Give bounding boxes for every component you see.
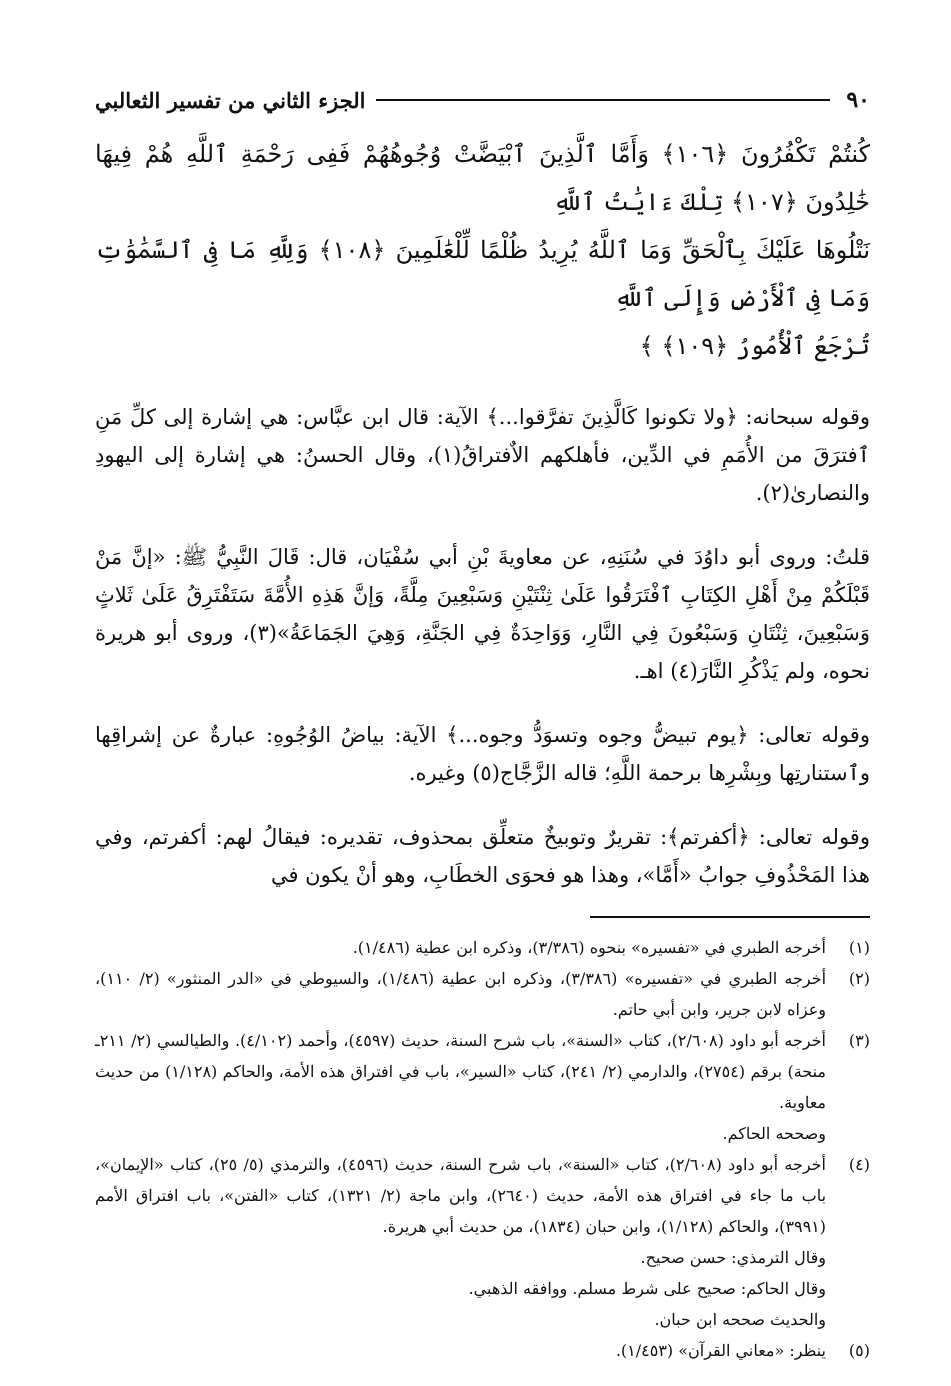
quran-line: تُرْجَعُ ٱلْأُمُورُ ﴿١٠٩﴾ ﴾ [639,332,870,360]
footnote-text: وقال الترمذي: حسن صحيح. [640,1248,826,1267]
paragraph: وقوله سبحانه: ﴿ولا تكونوا كَالَّذِينَ تفرَّقوا...﴾ الآية: قال ابن عبَّاس: هي إشارة إلى كلِّ مَنِ ٱفترَقَ من الأُمَمِ في الدِّين، فأهلكهم الاٌفتراقُ(١)، وقال الحسنُ: هي إشارة إلى اليهودِ والنصارىٰ(٢). [95,405,870,505]
footnote-number: (٣) [848,1031,870,1050]
footnote [95,1335,870,1366]
footnotes [95,932,870,1366]
footnote-number: (١) [848,938,870,957]
footnote-number: (٤) [848,1155,870,1174]
footnote-text: وصححه الحاكم. [722,1124,826,1143]
commentary [95,398,870,894]
footnote-text: أخرجه الطبري في «تفسيره» (٣/٣٨٦)، وذكره ابن عطية (١/٤٨٦)، والسيوطي في «الدر المنثور» (٢/ ١١٠)، وعزاه لابن جرير، وابن أبي حاتم. [95,969,827,1019]
footnote-text: أخرجه الطبري في «تفسيره» بنحوه (٣/٣٨٦)، وذكره ابن عطية (١/٤٨٦). [352,938,826,957]
footnote [95,932,870,963]
footnote-text: والحديث صححه ابن حبان. [654,1310,826,1329]
paragraph: قلتُ: وروى أبو داوُدَ في سُنَنِهِ، عن معاويةَ بْنِ أبي سُفْيَان، قال: قَالَ النَّبِيُّ ﷺ: «إنَّ مَنْ قَبْلَكُمْ مِنْ أَهْلِ الكِتَابِ ٱفْتَرَقُوا عَلَىٰ ثِنْتَيْنِ وَسَبْعِينَ مِلَّةً، وَإنَّ هَذِهِ الأُمَّةَ سَتَفْتَرِقُ عَلَىٰ ثَلاثٍ وَسَبْعِينَ، ثِنْتَانِ وَسَبْعُونَ فِي النَّارِ، وَوَاحِدَةٌ فِي الجَنَّةِ، وَهِيَ الجَمَاعَةُ»(٣)، وروى أبو هريرة نحوه، ولم يَذْكُرِ النَّارَ(٤) اهـ. [95,545,870,683]
quran-line: نَتْلُوهَا عَلَيْكَ بِٱلْحَقِّ وَمَا ٱللَّهُ يُرِيدُ ظُلْمًا لِّلْعَٰلَمِينَ ﴿١٠٨﴾ وَلِلَّهِ مَا فِى ٱلسَّمَٰوَٰتِ وَمَا فِى ٱلْأَرْضِ وَإِلَى ٱللَّهِ [95,236,871,312]
footnote [95,1025,870,1149]
page-header [95,80,870,120]
footnote-separator [590,916,870,918]
footnote [95,963,870,1025]
footnote-text: وقال الحاكم: صحيح على شرط مسلم. ووافقه الذهبي. [468,1279,826,1298]
quran-verses [95,130,870,370]
footnote-text: ينظر: «معاني القرآن» (١/٤٥٣). [615,1341,826,1360]
header-rule [376,99,831,101]
paragraph: وقوله تعالى: ﴿يوم تبيضُّ وجوه وتسوَدُّ وجوه...﴾ الآية: بياضُ الوُجُوهِ: عبارةٌ عن إشراقِها وٱستنارتِها وبِشْرِها برحمة اللَّهِ؛ قاله الزَّجَّاج(٥) وغيره. [95,723,870,785]
page [95,80,870,1366]
paragraph: وقوله تعالى: ﴿أكفرتم﴾: تقريرٌ وتوبيخٌ متعلِّق بمحذوف، تقديره: فيقالُ لهم: أكفرتم، وفي هذا المَحْذُوفِ جوابُ «أَمَّا»، وهذا هو فحوَى الخطَابِ، وهو أنْ يكون في [95,825,870,887]
footnote-number: (٥) [848,1341,870,1360]
page-number: ٩٠ [846,87,870,113]
footnote-text: أخرجه أبو داود (٢/٦٠٨)، كتاب «السنة»، باب شرح السنة، حديث (٤٥٩٧)، وأحمد (٤/١٠٢). والطيالسي (٢/ ٢١١ـ منحة) برقم (٢٧٥٤)، والدارمي (٢/ ٢٤١)، كتاب «السير»، باب في افتراق هذه الأمة، والحاكم (١/١٢٨) من حديث معاوية. [95,1031,827,1112]
quran-line: كُنتُمْ تَكْفُرُونَ ﴿١٠٦﴾ وَأَمَّا ٱلَّذِينَ ٱبْيَضَّتْ وُجُوهُهُمْ فَفِى رَحْمَةِ ٱللَّهِ هُمْ فِيهَا خَٰلِدُونَ ﴿١٠٧﴾ تِلْكَ ءَايَٰتُ ٱللَّهِ [95,140,871,216]
footnote-number: (٢) [848,969,870,988]
footnote [95,1149,870,1335]
footnote-text: أخرجه أبو داود (٢/٦٠٨)، كتاب «السنة»، باب شرح السنة، حديث (٤٥٩٦)، والترمذي (٥/ ٢٥)، كتاب «الإيمان»، باب ما جاء في افتراق هذه الأمة، حديث (٢٦٤٠)، وابن ماجة (٢/ ١٣٢١)، كتاب «الفتن»، باب افتراق الأمم (٣٩٩١)، والحاكم (١/١٢٨)، وابن حبان (١٨٣٤)، من حديث أبي هريرة. [95,1155,827,1236]
running-title: الجزء الثاني من تفسير الثعالبي [95,87,366,113]
